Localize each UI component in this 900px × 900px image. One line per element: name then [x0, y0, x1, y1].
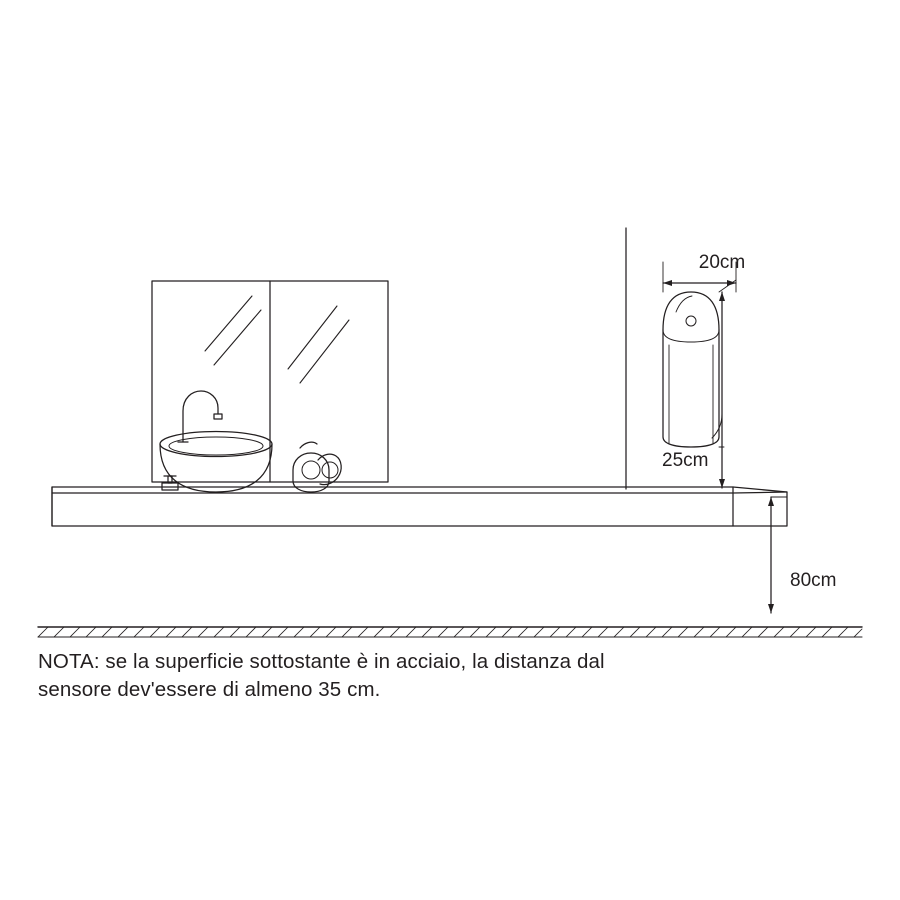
- dimension-mounting-height: [768, 497, 787, 613]
- faucet: [178, 391, 222, 442]
- installation-note: [38, 648, 858, 704]
- dimension-height: [712, 280, 736, 488]
- dimension-label-width: 20cm: [698, 252, 746, 273]
- note-line-2: sensore dev'essere di almeno 35 cm.: [38, 678, 381, 701]
- tap-handle: [162, 476, 178, 490]
- dimension-label-height: 25cm: [662, 450, 709, 471]
- countertop: [52, 487, 787, 526]
- floor: [38, 627, 862, 637]
- dimension-label-mounting-height: 80cm: [790, 570, 837, 591]
- towels: [293, 442, 341, 492]
- mirror-panel: [152, 281, 388, 482]
- dispenser: [663, 292, 719, 447]
- note-line-1: NOTA: se la superficie sottostante è in acciaio, la distanza dal: [38, 650, 605, 673]
